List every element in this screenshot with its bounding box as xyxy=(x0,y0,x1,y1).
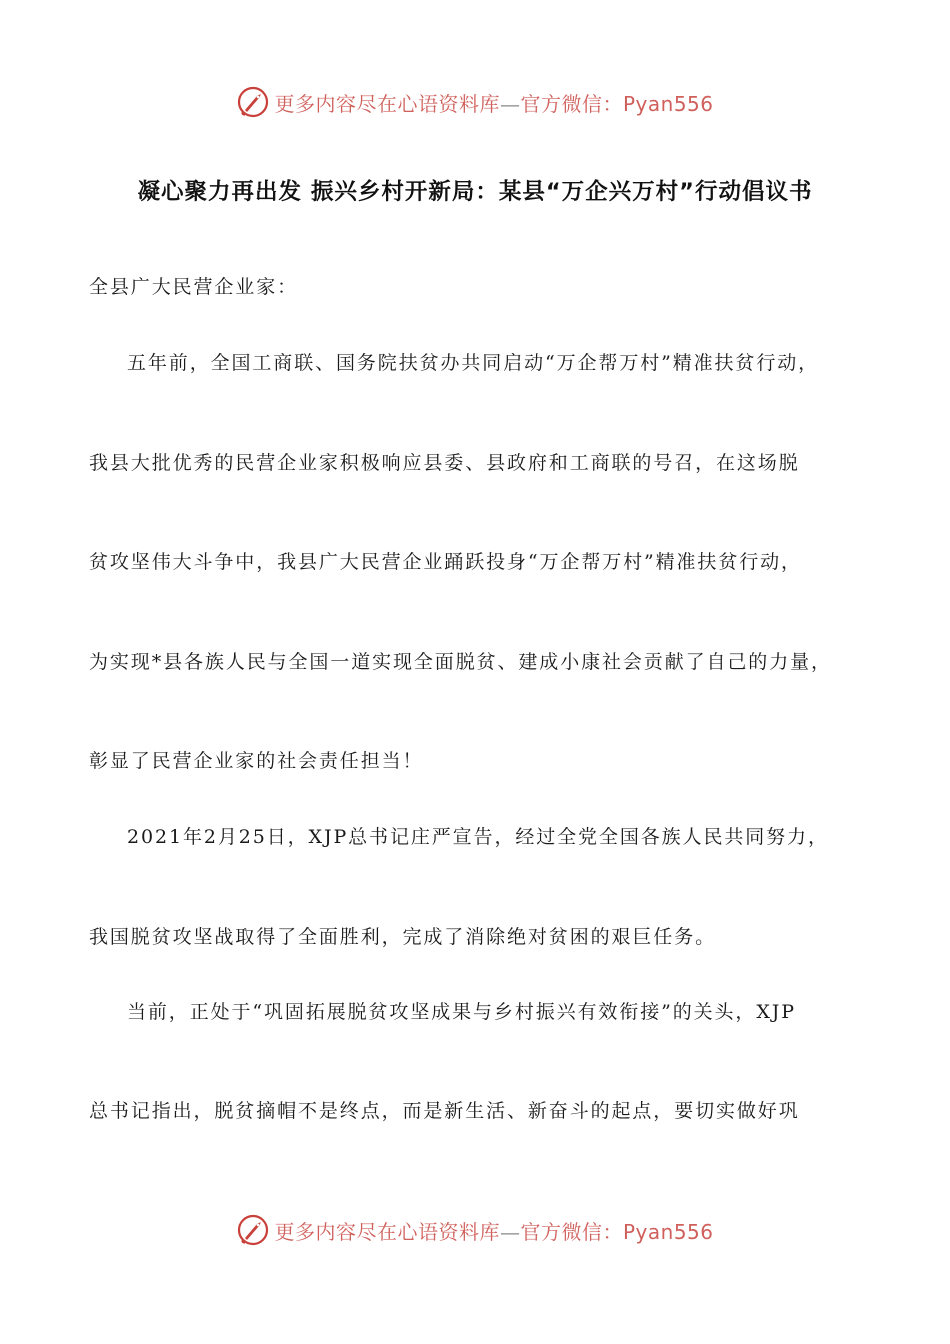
pen-nib-logo-icon xyxy=(236,1213,270,1247)
banner-separator: — xyxy=(499,91,521,116)
document-title: 凝心聚力再出发 振兴乡村开新局：某县“万企兴万村”行动倡议书 xyxy=(137,179,813,205)
banner-separator: — xyxy=(499,1219,521,1244)
body-line: 贫攻坚伟大斗争中，我县广大民营企业踊跃投身“万企帮万村”精准扶贫行动， xyxy=(89,551,802,573)
body-line: 总书记指出，脱贫摘帽不是终点，而是新生活、新奋斗的起点，要切实做好巩 xyxy=(89,1100,800,1122)
banner-wechat-id: Pyan556 xyxy=(622,91,714,116)
body-line: 彰显了民营企业家的社会责任担当！ xyxy=(89,750,424,772)
salutation: 全县广大民营企业家： xyxy=(89,276,299,298)
body-line: 2021年2月25日，XJP总书记庄严宣告，经过全党全国各族人民共同努力， xyxy=(127,826,829,848)
header-banner xyxy=(0,82,950,122)
body-line: 我国脱贫攻坚战取得了全面胜利，完成了消除绝对贫困的艰巨任务。 xyxy=(89,926,717,948)
body-line: 当前，正处于“巩固拓展脱贫攻坚成果与乡村振兴有效衔接”的关头，XJP xyxy=(127,1001,796,1023)
banner-slogan: 更多内容尽在心语资料库 xyxy=(274,1219,500,1244)
banner-slogan: 更多内容尽在心语资料库 xyxy=(274,91,500,116)
body-line: 我县大批优秀的民营企业家积极响应县委、县政府和工商联的号召，在这场脱 xyxy=(89,452,800,474)
banner-wechat-id: Pyan556 xyxy=(622,1219,714,1244)
banner-wechat-label: 官方微信： xyxy=(520,91,623,116)
pen-nib-logo-icon xyxy=(236,85,270,119)
body-line: 五年前，全国工商联、国务院扶贫办共同启动“万企帮万村”精准扶贫行动， xyxy=(127,352,820,374)
banner-text xyxy=(274,1216,713,1245)
body-line: 为实现*县各族人民与全国一道实现全面脱贫、建成小康社会贡献了自己的力量， xyxy=(89,651,832,673)
footer-banner xyxy=(0,1210,950,1250)
banner-text xyxy=(274,88,713,117)
banner-wechat-label: 官方微信： xyxy=(520,1219,623,1244)
